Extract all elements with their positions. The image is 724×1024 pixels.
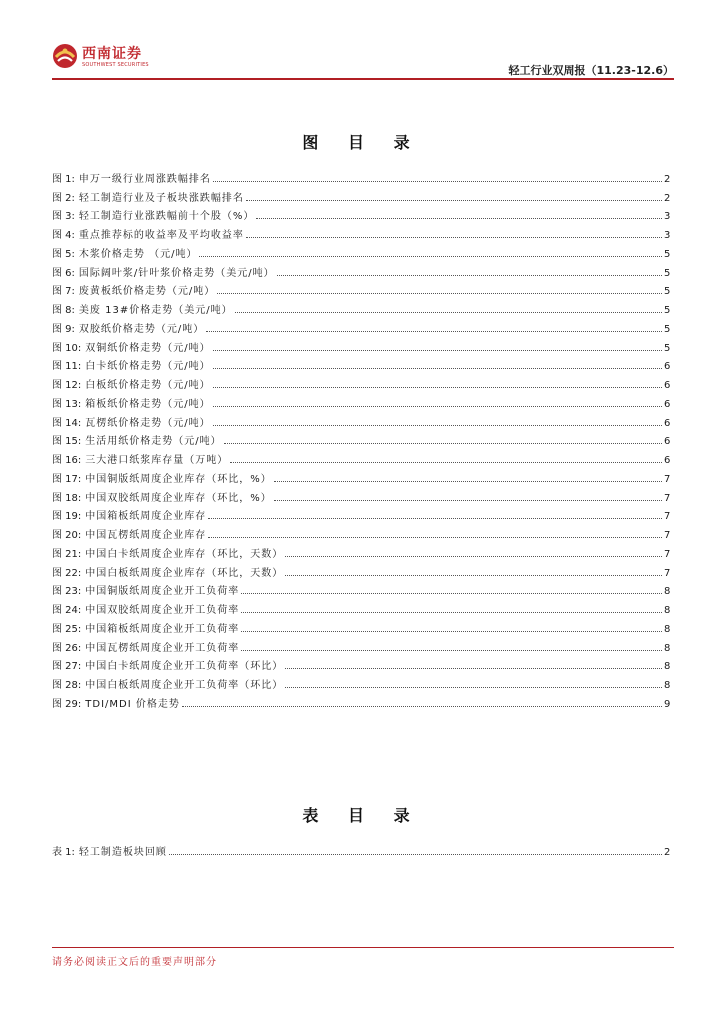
footer-divider — [52, 947, 674, 948]
entry-title: 双铜纸价格走势（元/吨） — [85, 342, 211, 354]
entry-page-number: 7 — [664, 530, 671, 541]
entry-number: 表 1: — [52, 846, 75, 858]
entry-number: 图 4: — [52, 230, 75, 241]
entry-title: 中国白卡纸周度企业开工负荷率（环比） — [85, 661, 284, 673]
company-logo — [52, 40, 172, 76]
entry-title: 中国白板纸周度企业库存（环比，天数） — [85, 567, 284, 579]
entry-title: 双胶纸价格走势（元/吨） — [78, 323, 205, 335]
entry-title: 白板纸价格走势（元/吨） — [85, 380, 211, 391]
entry-page-number: 8 — [664, 661, 671, 673]
toc-entry[interactable] — [52, 466, 670, 485]
toc-entry[interactable] — [52, 654, 670, 673]
entry-number: 图 20: — [52, 530, 82, 541]
dot-leader — [241, 631, 662, 632]
entry-page-number: 8 — [664, 680, 671, 691]
entry-page-number: 7 — [664, 492, 671, 504]
dot-leader — [217, 293, 662, 294]
dot-leader — [213, 181, 662, 182]
entry-page-number: 5 — [664, 248, 671, 260]
entry-title: 生活用纸价格走势（元/吨） — [85, 436, 222, 448]
entry-page-number: 9 — [664, 698, 671, 710]
entry-page-number: 8 — [664, 605, 671, 616]
entry-number: 图 18: — [52, 492, 82, 504]
entry-title: 美废 13#价格走势（美元/吨） — [78, 305, 233, 316]
toc-entry[interactable] — [52, 279, 670, 298]
entry-number: 图 21: — [52, 548, 82, 560]
toc-entry[interactable] — [52, 204, 670, 223]
entry-number: 图 12: — [52, 380, 82, 391]
entry-number: 图 10: — [52, 342, 82, 354]
entry-number: 图 23: — [52, 586, 82, 598]
toc-entry[interactable] — [52, 579, 670, 598]
toc-entry[interactable] — [52, 354, 670, 373]
logo-emblem-icon — [52, 42, 78, 70]
entry-title: 中国箱板纸周度企业库存 — [85, 511, 207, 523]
entry-title: 中国瓦楞纸周度企业库存 — [85, 530, 207, 541]
entry-title: TDI/MDI 价格走势 — [85, 698, 180, 710]
entry-title: 中国铜版纸周度企业开工负荷率 — [85, 586, 240, 598]
dot-leader — [285, 556, 662, 557]
header-divider — [52, 78, 674, 80]
entry-page-number: 8 — [664, 623, 671, 635]
entry-number: 图 16: — [52, 455, 82, 466]
toc-entry[interactable] — [52, 691, 670, 710]
entry-title: 中国瓦楞纸周度企业开工负荷率 — [85, 642, 240, 654]
entry-title: 三大港口纸浆库存量（万吨） — [85, 455, 229, 466]
toc-entry[interactable] — [52, 335, 670, 354]
entry-page-number: 8 — [664, 586, 671, 598]
entry-page-number: 8 — [664, 642, 671, 654]
entry-page-number: 6 — [664, 417, 671, 429]
dot-leader — [241, 612, 662, 613]
entry-number: 图 19: — [52, 511, 82, 523]
toc-entry[interactable] — [52, 391, 670, 410]
table-list-title: 表 目 录 — [302, 806, 422, 825]
dot-leader — [285, 687, 662, 688]
toc-entry[interactable] — [52, 260, 670, 279]
toc-entry[interactable] — [52, 616, 670, 635]
toc-entry[interactable] — [52, 485, 670, 504]
entry-page-number: 6 — [664, 380, 671, 391]
entry-page-number: 6 — [664, 436, 671, 448]
dot-leader — [213, 368, 662, 369]
toc-entry[interactable] — [52, 597, 670, 616]
figure-list — [52, 166, 670, 710]
entry-title: 轻工制造行业涨跌幅前十个股（%） — [78, 211, 255, 223]
dot-leader — [213, 387, 662, 388]
toc-entry[interactable] — [52, 410, 670, 429]
toc-entry[interactable] — [52, 372, 670, 391]
entry-number: 图 1: — [52, 173, 75, 185]
entry-number: 图 14: — [52, 417, 82, 429]
dot-leader — [246, 200, 662, 201]
toc-entry[interactable] — [52, 560, 670, 579]
entry-number: 图 17: — [52, 473, 82, 485]
entry-number: 图 29: — [52, 698, 82, 710]
entry-title: 木浆价格走势 （元/吨） — [78, 248, 198, 260]
entry-page-number: 5 — [664, 267, 671, 279]
dot-leader — [213, 406, 662, 407]
entry-number: 图 11: — [52, 361, 82, 373]
entry-number: 图 6: — [52, 267, 75, 279]
entry-number: 图 5: — [52, 248, 75, 260]
toc-entry[interactable] — [52, 166, 670, 185]
dot-leader — [230, 462, 662, 463]
entry-page-number: 5 — [664, 286, 671, 298]
entry-title: 轻工制造板块回顾 — [78, 846, 167, 858]
entry-page-number: 5 — [664, 305, 671, 316]
toc-entry[interactable] — [52, 447, 670, 466]
logo-chinese-name: 西南证券 — [82, 46, 142, 62]
entry-title: 中国白板纸周度企业开工负荷率（环比） — [85, 680, 284, 691]
dot-leader — [169, 854, 662, 855]
dot-leader — [208, 518, 662, 519]
entry-number: 图 15: — [52, 436, 82, 448]
toc-entry[interactable] — [52, 297, 670, 316]
entry-title: 国际阔叶浆/针叶浆价格走势（美元/吨） — [78, 267, 275, 279]
entry-page-number: 7 — [664, 511, 671, 523]
toc-entry[interactable] — [52, 504, 670, 523]
dot-leader — [274, 481, 662, 482]
entry-number: 图 7: — [52, 286, 75, 298]
entry-title: 轻工制造行业及子板块涨跌幅排名 — [78, 192, 244, 204]
dot-leader — [246, 237, 662, 238]
report-title: 轻工行业双周报（11.23-12.6） — [508, 64, 674, 77]
entry-title: 中国白卡纸周度企业库存（环比，天数） — [85, 548, 284, 560]
entry-number: 图 8: — [52, 305, 75, 316]
entry-page-number: 6 — [664, 398, 671, 410]
toc-entry[interactable] — [52, 185, 670, 204]
entry-page-number: 6 — [664, 361, 671, 373]
dot-leader — [241, 593, 662, 594]
entry-title: 重点推荐标的收益率及平均收益率 — [78, 230, 244, 241]
dot-leader — [199, 256, 662, 257]
entry-title: 中国双胶纸周度企业库存（环比，%） — [85, 492, 272, 504]
entry-page-number: 3 — [664, 230, 671, 241]
entry-page-number: 2 — [664, 846, 671, 858]
entry-number: 图 26: — [52, 642, 82, 654]
toc-entry[interactable] — [52, 241, 670, 260]
dot-leader — [224, 443, 662, 444]
entry-title: 废黄板纸价格走势（元/吨） — [78, 286, 216, 298]
toc-entry[interactable] — [52, 635, 670, 654]
entry-title: 中国铜版纸周度企业库存（环比，%） — [85, 473, 272, 485]
dot-leader — [213, 350, 662, 351]
dot-leader — [241, 650, 662, 651]
entry-page-number: 2 — [664, 192, 671, 204]
entry-title: 瓦楞纸价格走势（元/吨） — [85, 417, 211, 429]
figure-list-title: 图 目 录 — [302, 133, 422, 152]
dot-leader — [285, 575, 662, 576]
entry-number: 图 28: — [52, 680, 82, 691]
entry-page-number: 2 — [664, 173, 671, 185]
dot-leader — [274, 500, 662, 501]
entry-page-number: 5 — [664, 323, 671, 335]
dot-leader — [182, 706, 662, 707]
entry-title: 箱板纸价格走势（元/吨） — [85, 398, 211, 410]
footer-disclaimer: 请务必阅读正文后的重要声明部分 — [52, 957, 217, 968]
entry-page-number: 5 — [664, 342, 671, 354]
toc-entry[interactable] — [52, 429, 670, 448]
entry-page-number: 7 — [664, 548, 671, 560]
entry-number: 图 24: — [52, 605, 82, 616]
entry-title: 白卡纸价格走势（元/吨） — [85, 361, 211, 373]
toc-entry[interactable] — [52, 222, 670, 241]
entry-page-number: 3 — [664, 211, 671, 223]
dot-leader — [256, 218, 662, 219]
entry-page-number: 7 — [664, 473, 671, 485]
toc-entry[interactable] — [52, 839, 670, 858]
entry-title: 中国双胶纸周度企业开工负荷率 — [85, 605, 240, 616]
entry-number: 图 13: — [52, 398, 82, 410]
table-list — [52, 839, 670, 858]
entry-number: 图 27: — [52, 661, 82, 673]
dot-leader — [206, 331, 662, 332]
entry-title: 中国箱板纸周度企业开工负荷率 — [85, 623, 240, 635]
toc-entry[interactable] — [52, 672, 670, 691]
toc-entry[interactable] — [52, 316, 670, 335]
toc-entry[interactable] — [52, 522, 670, 541]
entry-title: 申万一级行业周涨跌幅排名 — [78, 173, 211, 185]
dot-leader — [213, 425, 662, 426]
dot-leader — [277, 275, 662, 276]
dot-leader — [285, 668, 662, 669]
page-header — [52, 40, 674, 78]
entry-number: 图 22: — [52, 567, 82, 579]
entry-number: 图 9: — [52, 323, 75, 335]
logo-english-name: SOUTHWEST SECURITIES — [82, 62, 149, 68]
entry-number: 图 2: — [52, 192, 75, 204]
entry-page-number: 7 — [664, 567, 671, 579]
dot-leader — [208, 537, 662, 538]
toc-entry[interactable] — [52, 541, 670, 560]
entry-number: 图 3: — [52, 211, 75, 223]
dot-leader — [235, 312, 662, 313]
entry-number: 图 25: — [52, 623, 82, 635]
entry-page-number: 6 — [664, 455, 671, 466]
